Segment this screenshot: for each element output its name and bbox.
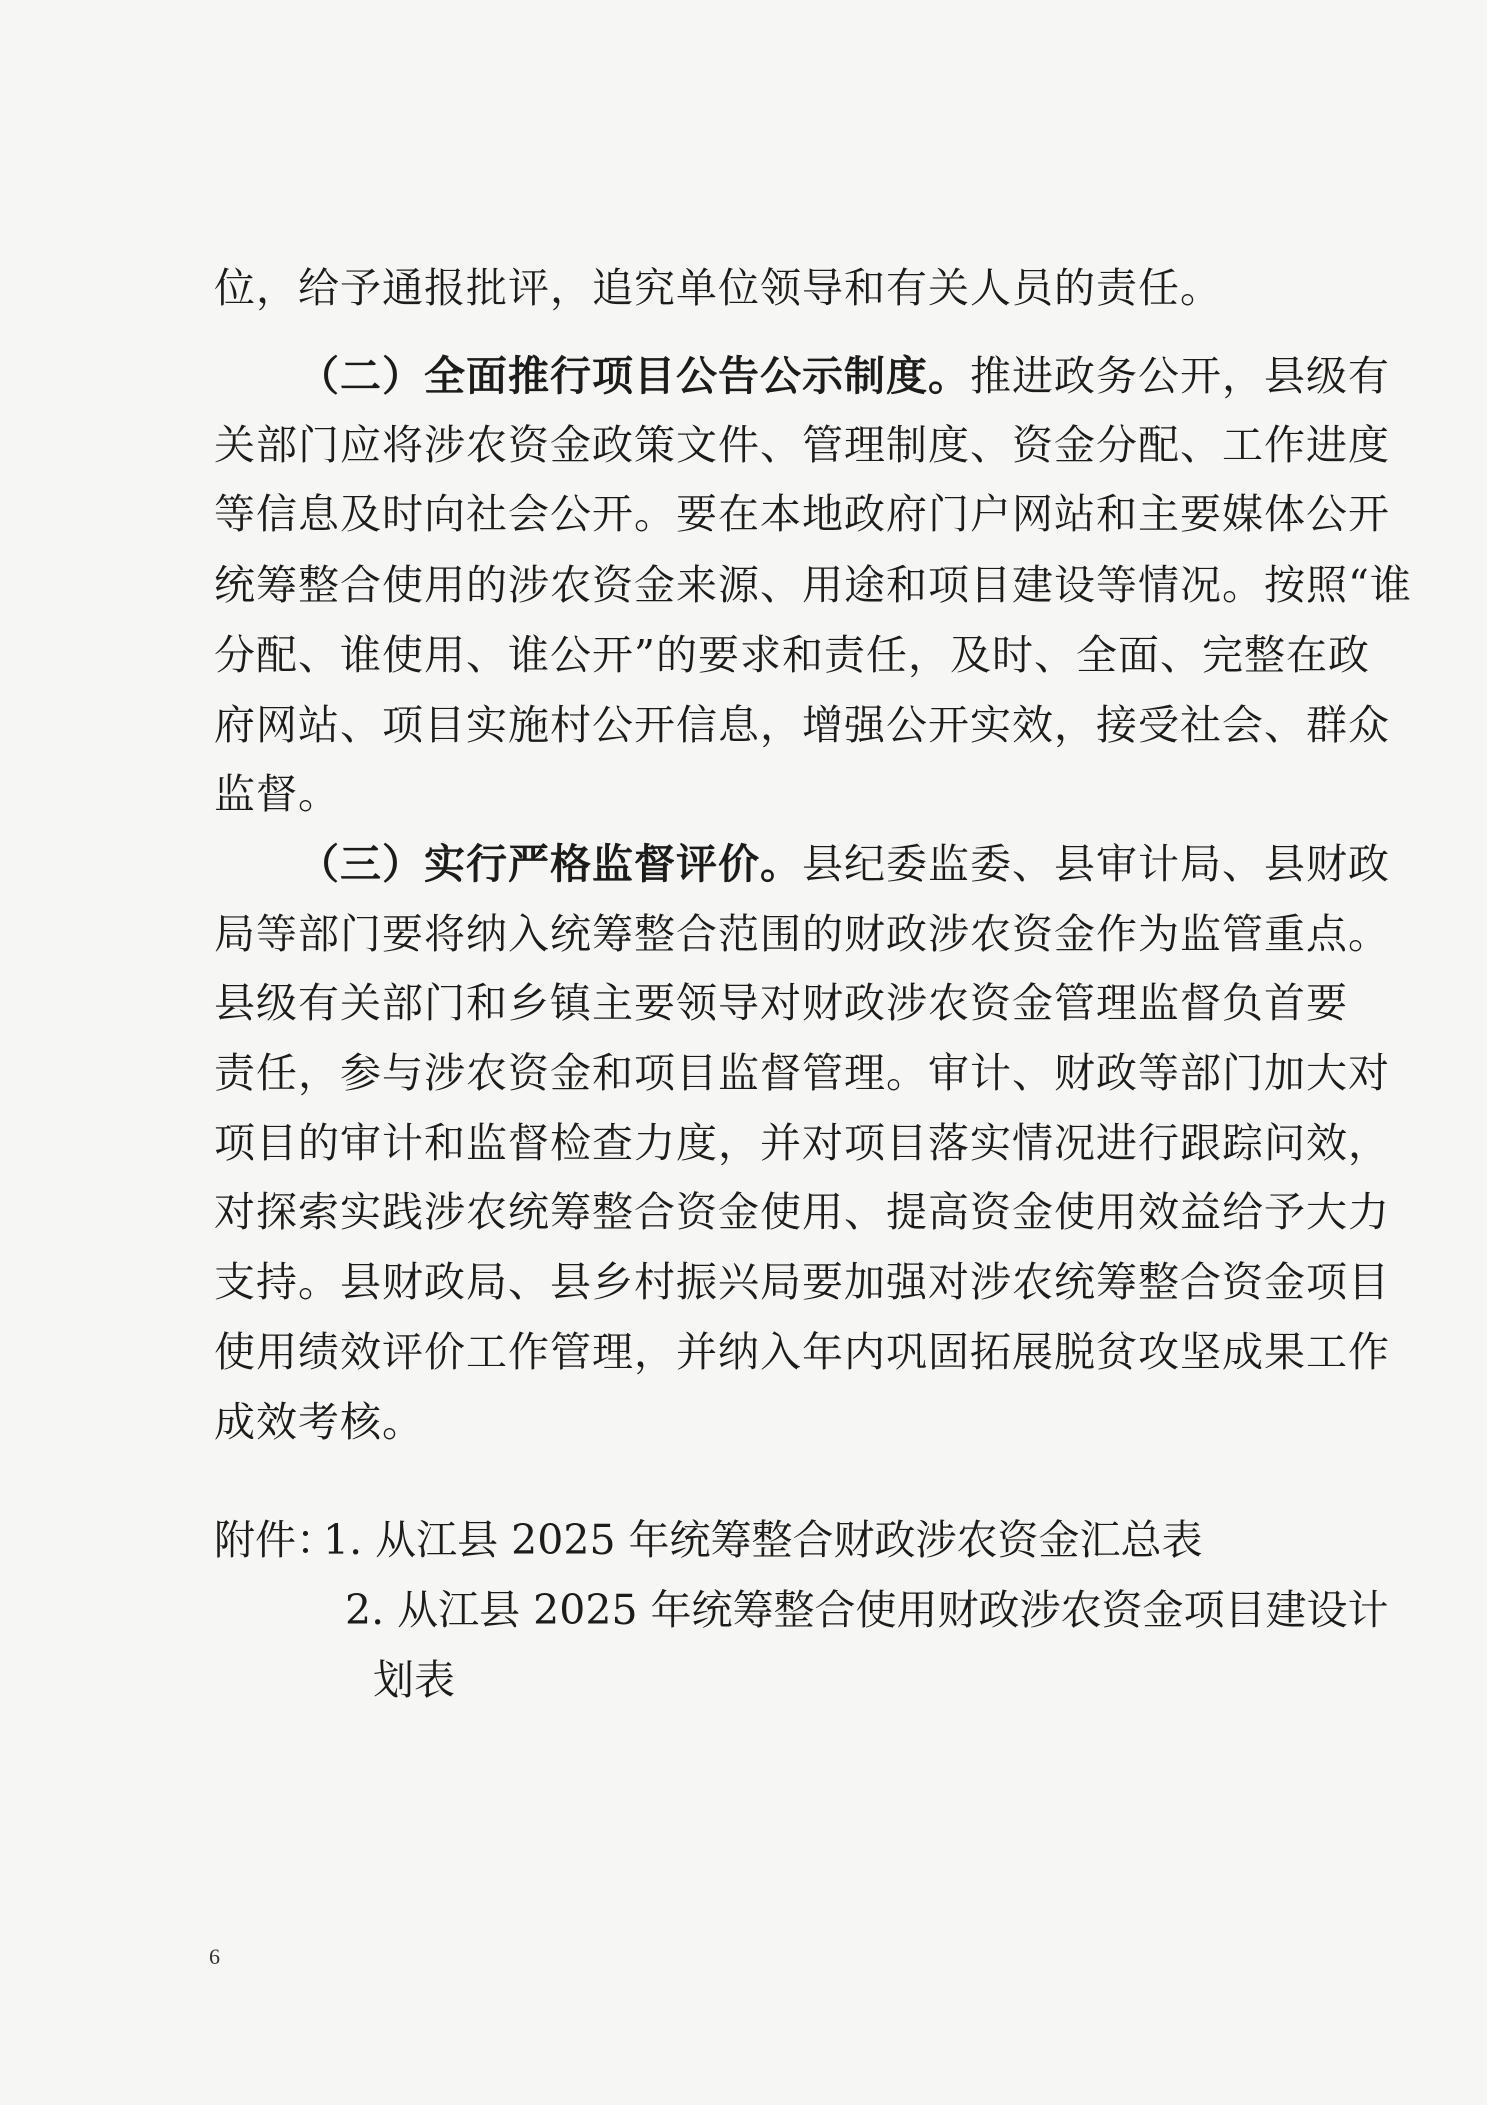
attachment-item-1: 1. 从江县 2025 年统筹整合财政涉农资金汇总表 — [323, 1516, 1203, 1564]
paragraph-line: 统筹整合使用的涉农资金来源、用途和项目建设等情况。按照“谁 — [214, 561, 1412, 609]
paragraph-line: 分配、谁使用、谁公开”的要求和责任，及时、全面、完整在政 — [214, 631, 1370, 679]
section-3-heading: （三）实行严格监督评价。 — [298, 840, 802, 888]
section-2-heading: （二）全面推行项目公告公示制度。 — [298, 352, 970, 400]
paragraph-line: 责任，参与涉农资金和项目监督管理。审计、财政等部门加大对 — [214, 1049, 1390, 1097]
section-2-text: 推进政务公开，县级有 — [970, 352, 1390, 400]
paragraph-line: 位，给予通报批评，追究单位领导和有关人员的责任。 — [214, 264, 1222, 312]
section-2-first-line — [298, 346, 1390, 406]
paragraph-line: 县级有关部门和乡镇主要领导对财政涉农资金管理监督负首要 — [214, 979, 1348, 1027]
paragraph-line: 项目的审计和监督检查力度，并对项目落实情况进行跟踪问效， — [214, 1119, 1390, 1167]
paragraph-line: 局等部门要将纳入统筹整合范围的财政涉农资金作为监管重点。 — [214, 910, 1390, 958]
paragraph-line: 对探索实践涉农统筹整合资金使用、提高资金使用效益给予大力 — [214, 1188, 1390, 1236]
paragraph-line: 关部门应将涉农资金政策文件、管理制度、资金分配、工作进度 — [214, 421, 1390, 469]
paragraph-line: 府网站、项目实施村公开信息，增强公开实效，接受社会、群众 — [214, 701, 1390, 749]
page-number: 6 — [209, 1944, 220, 1969]
paragraph-line: 等信息及时向社会公开。要在本地政府门户网站和主要媒体公开 — [214, 490, 1390, 538]
paragraph-line: 监督。 — [214, 770, 340, 818]
paragraph-line: 支持。县财政局、县乡村振兴局要加强对涉农统筹整合资金项目 — [214, 1258, 1390, 1306]
section-3-text: 县纪委监委、县审计局、县财政 — [802, 840, 1390, 888]
attachment-item-2-continued: 划表 — [373, 1656, 455, 1704]
section-3-first-line — [298, 834, 1390, 894]
attachments-label: 附件： — [214, 1516, 337, 1564]
paragraph-line: 使用绩效评价工作管理，并纳入年内巩固拓展脱贫攻坚成果工作 — [214, 1328, 1390, 1376]
paragraph-line: 成效考核。 — [214, 1398, 424, 1446]
attachment-item-2: 2. 从江县 2025 年统筹整合使用财政涉农资金项目建设计 — [345, 1586, 1389, 1634]
